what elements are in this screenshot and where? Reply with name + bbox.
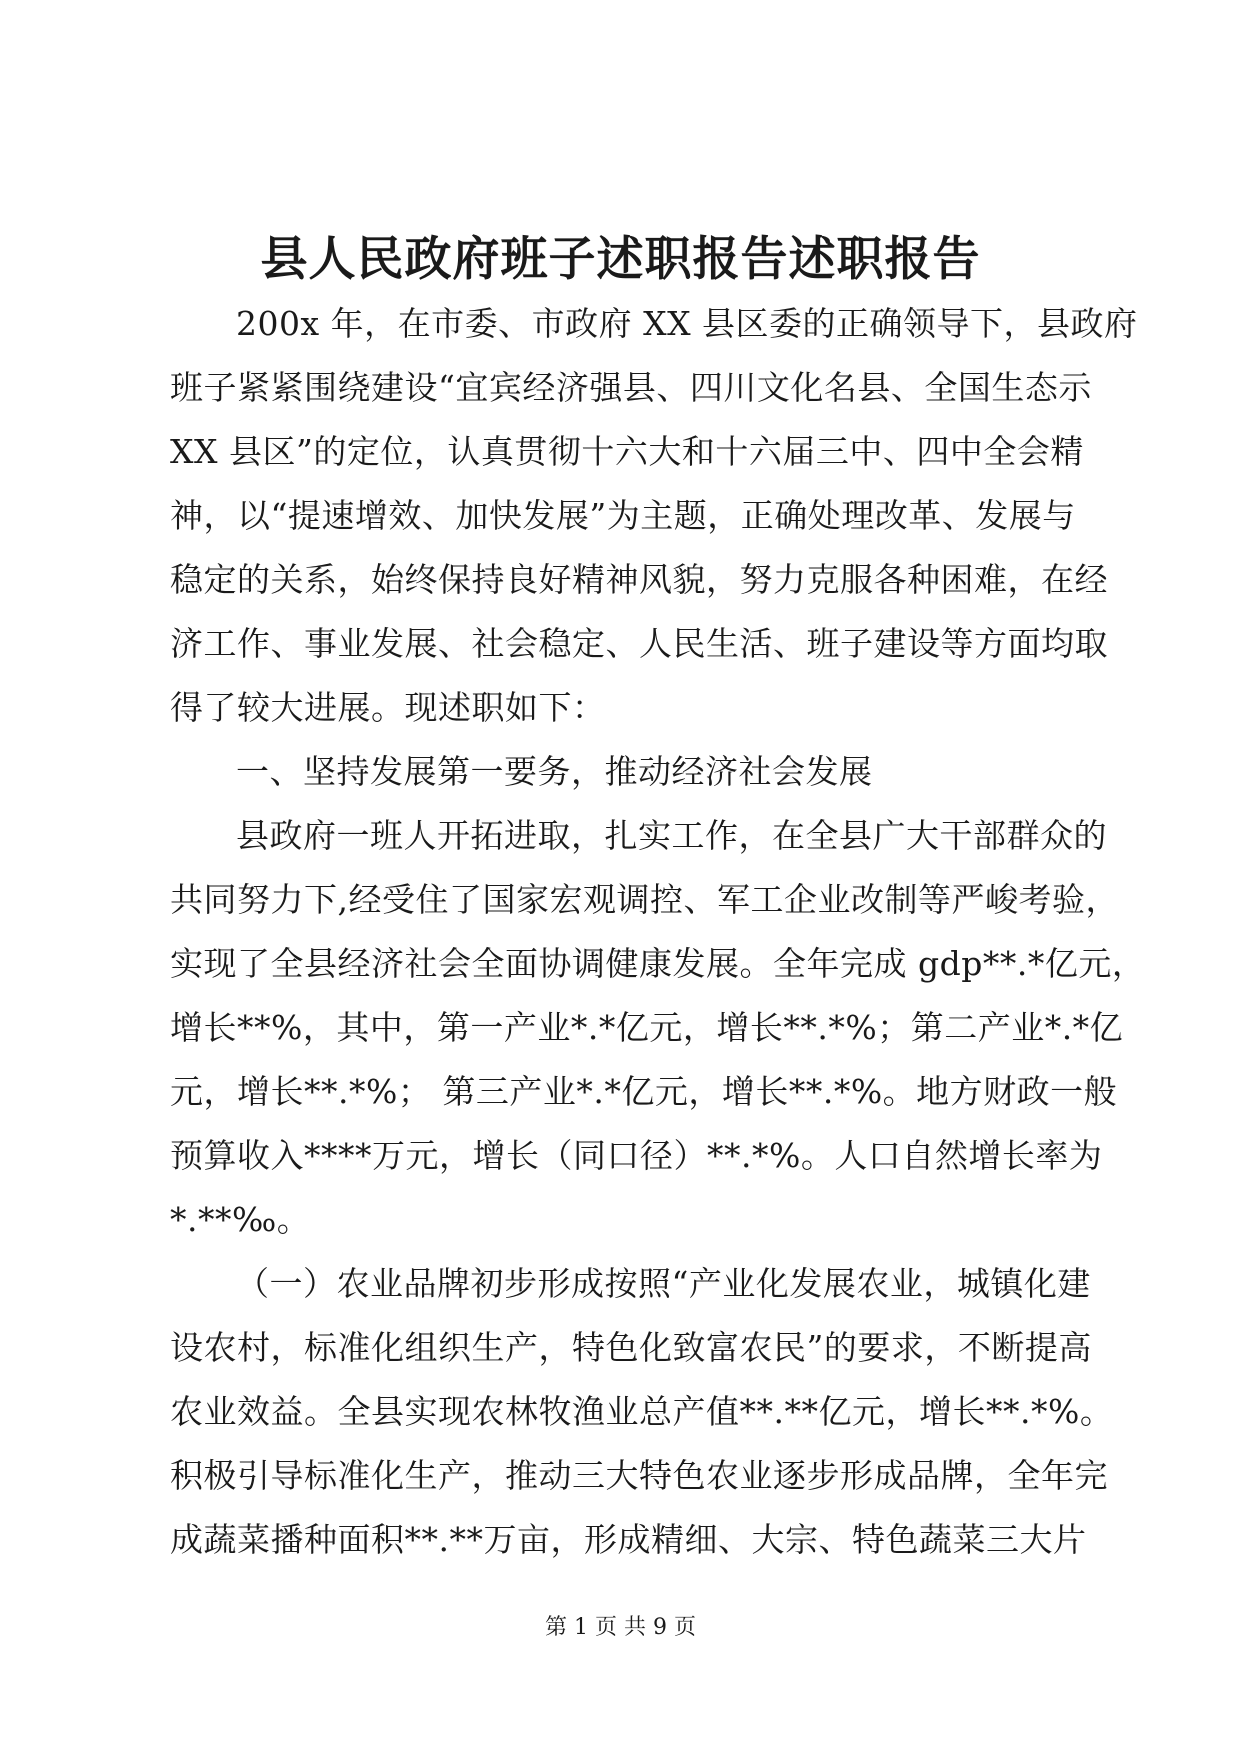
paragraph-line: 得了较大进展。现述职如下： [170, 688, 606, 727]
paragraph-line: 县政府一班人开拓进取，扎实工作，在全县广大干部群众的 [236, 816, 1107, 855]
paragraph-line: 农业效益。全县实现农林牧渔业总产值**.**亿元，增长**.*%。 [170, 1392, 1114, 1431]
paragraph-line: 元，增长**.*%； 第三产业*.*亿元，增长**.*%。地方财政一般 [170, 1072, 1118, 1111]
paragraph-line: 共同努力下,经受住了国家宏观调控、军工企业改制等严峻考验， [170, 880, 1119, 919]
paragraph-line: 班子紧紧围绕建设“宜宾经济强县、四川文化名县、全国生态示 [170, 368, 1092, 407]
paragraph-line: *.**‰。 [170, 1200, 311, 1239]
paragraph-line: 实现了全县经济社会全面协调健康发展。全年完成 gdp**.*亿元， [170, 944, 1146, 983]
paragraph-line: 稳定的关系，始终保持良好精神风貌，努力克服各种困难，在经 [170, 560, 1108, 599]
paragraph-line: 200x 年，在市委、市政府 XX 县区委的正确领导下，县政府 [236, 304, 1138, 343]
paragraph-line: 预算收入****万元，增长（同口径）**.*%。人口自然增长率为 [170, 1136, 1103, 1175]
paragraph-line: 增长**%，其中，第一产业*.*亿元，增长**.*%；第二产业*.*亿 [170, 1008, 1124, 1047]
section-heading: 一、坚持发展第一要务，推动经济社会发展 [236, 752, 873, 791]
paragraph-line: 济工作、事业发展、社会稳定、人民生活、班子建设等方面均取 [170, 624, 1108, 663]
paragraph-line: 设农村，标准化组织生产，特色化致富农民”的要求，不断提高 [170, 1328, 1092, 1367]
paragraph-line: 成蔬菜播种面积**.**万亩，形成精细、大宗、特色蔬菜三大片 [170, 1520, 1087, 1559]
page-number-footer: 第 1 页 共 9 页 [545, 1615, 696, 1640]
document-body [170, 292, 1146, 1572]
subsection-line: （一）农业品牌初步形成按照“产业化发展农业，城镇化建 [236, 1264, 1091, 1303]
paragraph-line: XX 县区”的定位，认真贯彻十六大和十六届三中、四中全会精 [170, 432, 1084, 471]
paragraph-line: 积极引导标准化生产，推动三大特色农业逐步形成品牌，全年完 [170, 1456, 1108, 1495]
document-title: 县人民政府班子述职报告述职报告 [260, 232, 981, 287]
paragraph-line: 神，以“提速增效、加快发展”为主题，正确处理改革、发展与 [170, 496, 1076, 535]
